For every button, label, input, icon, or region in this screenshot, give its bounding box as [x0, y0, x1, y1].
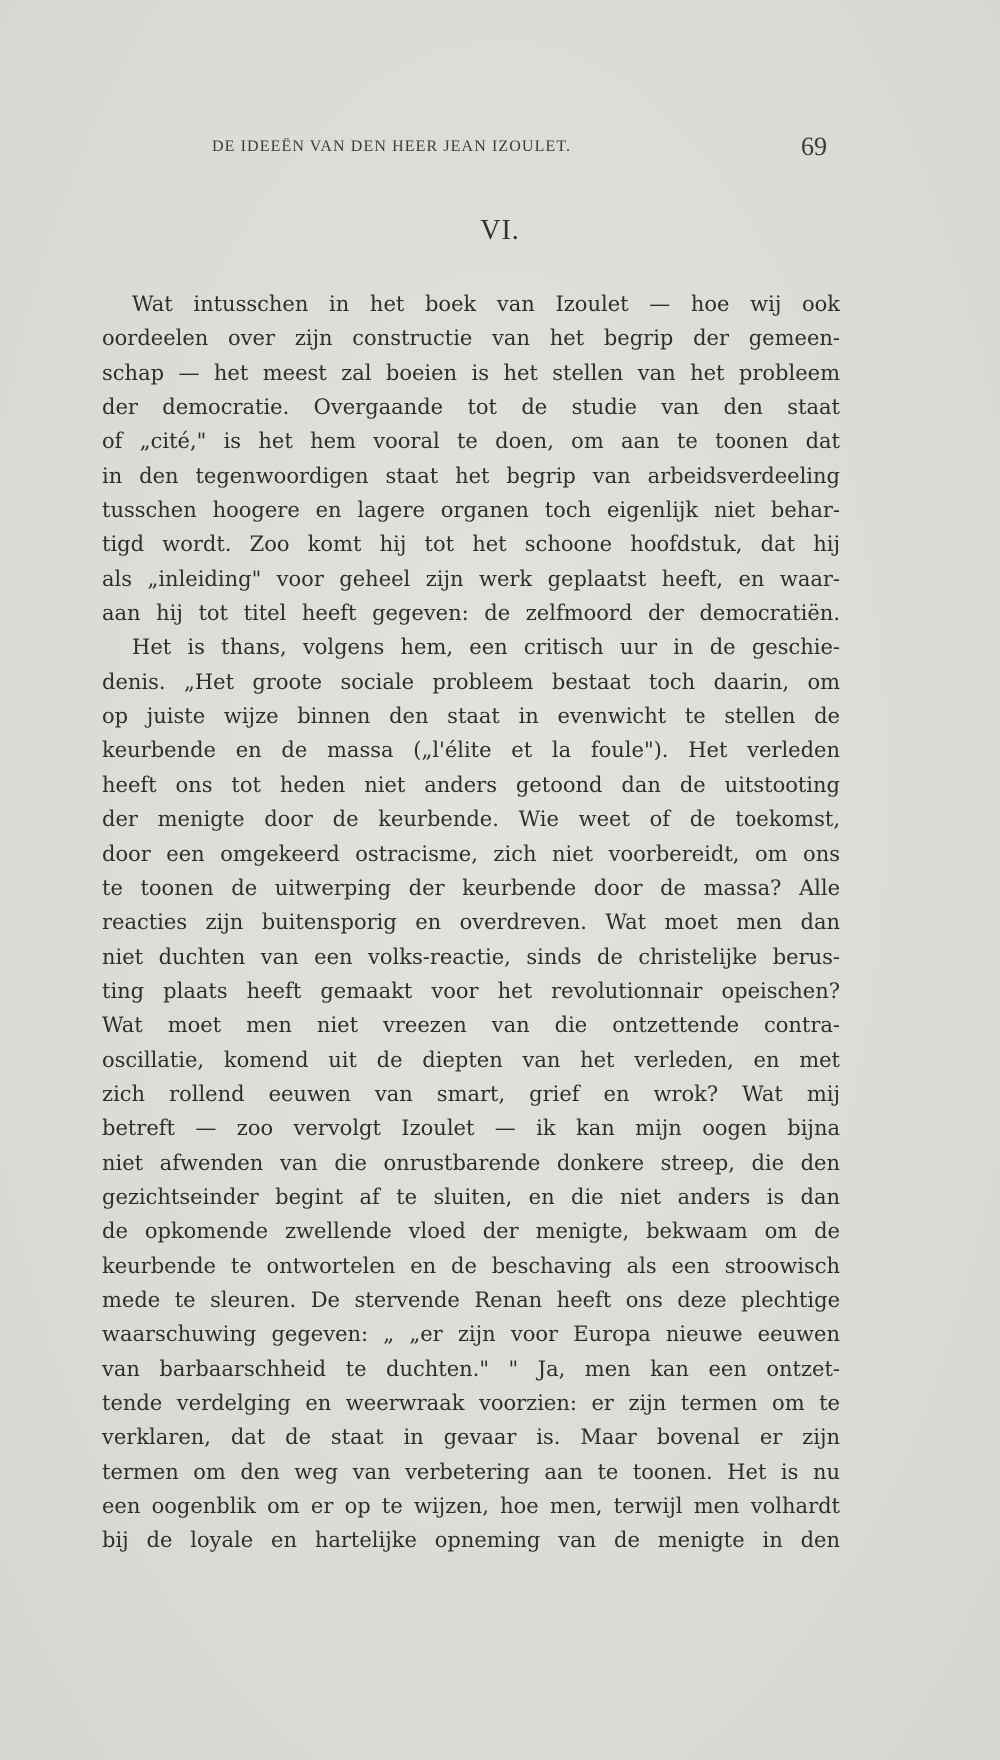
text-line: verklaren, dat de staat in gevaar is. Maar bovenal er zijn — [102, 1425, 840, 1450]
page-number: 69 — [801, 132, 827, 161]
text-line: Het is thans, volgens hem, een critisch uur in de geschie- — [132, 635, 840, 660]
text-line: mede te sleuren. De stervende Renan heeft ons deze plechtige — [102, 1287, 840, 1312]
text-line: op juiste wijze binnen den staat in evenwicht te stellen de — [102, 704, 840, 729]
running-header-title: DE IDEEËN VAN DEN HEER JEAN IZOULET. — [212, 138, 572, 155]
text-line: aan hij tot titel heeft gegeven: de zelfmoord der democratiën. — [102, 601, 840, 626]
body-text — [102, 287, 840, 1558]
text-line: niet duchten van een volks-reactie, sinds de christelijke berus- — [102, 944, 840, 969]
text-line: tigd wordt. Zoo komt hij tot het schoone hoofdstuk, dat hij — [102, 532, 840, 557]
text-line: termen om den weg van verbetering aan te toonen. Het is nu — [102, 1459, 840, 1484]
text-line: bij de loyale en hartelijke opneming van de menigte in den — [102, 1528, 840, 1553]
text-line: door een omgekeerd ostracisme, zich niet voorbereidt, om ons — [102, 841, 840, 866]
text-line: Wat intusschen in het boek van Izoulet — hoe wij ook — [132, 292, 840, 316]
text-line: de opkomende zwellende vloed der menigte, bekwaam om de — [102, 1219, 840, 1244]
text-line: van barbaarschheid te duchten." " Ja, men kan een ontzet- — [102, 1356, 840, 1381]
text-line: heeft ons tot heden niet anders getoond dan de uitstooting — [102, 772, 840, 797]
text-line: gezichtseinder begint af te sluiten, en die niet anders is dan — [102, 1184, 840, 1209]
text-line: te toonen de uitwerping der keurbende door de massa? Alle — [102, 875, 840, 900]
text-line: tusschen hoogere en lagere organen toch eigenlijk niet behar- — [102, 498, 840, 523]
text-line: oordeelen over zijn constructie van het begrip der gemeen- — [102, 326, 840, 351]
text-line: tende verdelging en weerwraak voorzien: er zijn termen om te — [102, 1391, 840, 1415]
text-line: keurbende te ontwortelen en de beschaving als een stroowisch — [102, 1253, 840, 1278]
text-line: betreft — zoo vervolgt Izoulet — ik kan mijn oogen bijna — [102, 1116, 840, 1141]
text-line: waarschuwing gegeven: „ „er zijn voor Europa nieuwe eeuwen — [102, 1322, 840, 1347]
text-line: denis. „Het groote sociale probleem bestaat toch daarin, om — [102, 669, 840, 694]
text-line: der menigte door de keurbende. Wie weet of de toekomst, — [102, 807, 840, 832]
text-line: Wat moet men niet vreezen van die ontzettende contra- — [102, 1013, 840, 1038]
section-heading: VI. — [480, 215, 520, 246]
text-line: zich rollend eeuwen van smart, grief en wrok? Wat mij — [102, 1081, 840, 1106]
text-line: in den tegenwoordigen staat het begrip van arbeidsverdeeling — [102, 463, 840, 488]
text-line: een oogenblik om er op te wijzen, hoe men, terwijl men volhardt — [102, 1494, 840, 1519]
running-header — [212, 132, 827, 162]
text-line: reacties zijn buitensporig en overdreven. Wat moet men dan — [102, 910, 840, 935]
text-line: ting plaats heeft gemaakt voor het revolutionnair opeischen? — [102, 978, 840, 1003]
text-line: der democratie. Overgaande tot de studie van den staat — [102, 395, 840, 420]
text-line: of „cité," is het hem vooral te doen, om aan te toonen dat — [102, 429, 840, 454]
text-line: als „inleiding" voor geheel zijn werk geplaatst heeft, en waar- — [102, 566, 840, 591]
text-line: niet afwenden van die onrustbarende donkere streep, die den — [102, 1150, 840, 1175]
text-line: keurbende en de massa („l'élite et la foule"). Het verleden — [102, 738, 840, 763]
text-line: oscillatie, komend uit de diepten van het verleden, en met — [102, 1047, 840, 1072]
text-line: schap — het meest zal boeien is het stellen van het probleem — [102, 360, 840, 385]
